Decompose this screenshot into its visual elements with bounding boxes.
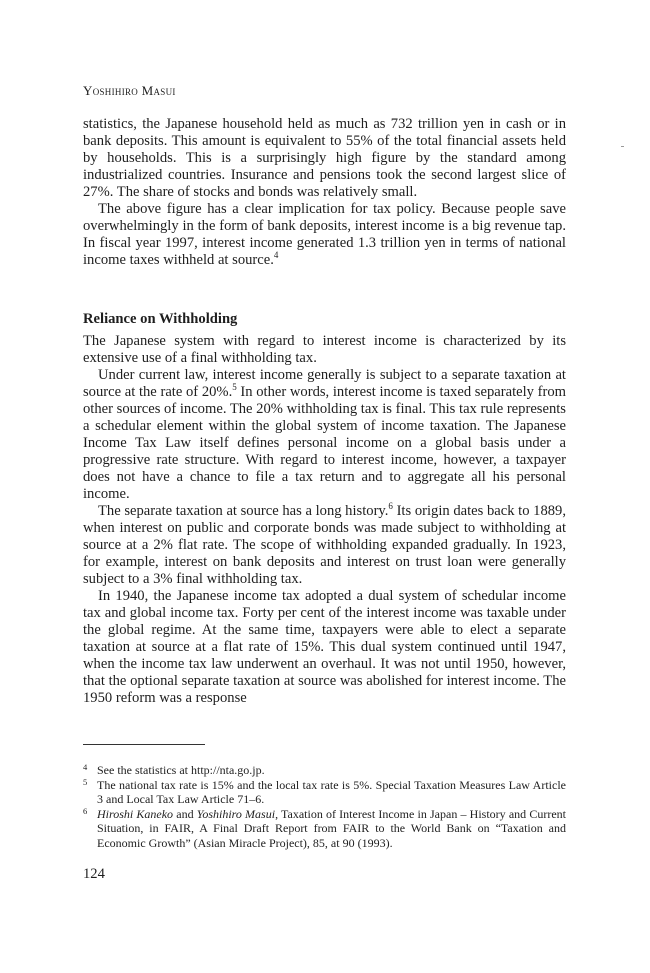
footnote-number: 6 bbox=[83, 805, 88, 816]
footnote-number: 4 bbox=[83, 762, 88, 772]
paragraph-text: The above figure has a clear implication for tax policy. Because people save overwhelmingly in the form of bank deposits, interest income is a big revenue tap. In fiscal year 1997, interest income generated 1.3 trillion yen in terms of national income taxes withheld at source. bbox=[83, 201, 566, 268]
paragraph bbox=[83, 367, 566, 503]
footnote-text: The national tax rate is 15% and the local tax rate is 5%. Special Taxation Measures Law Article 3 and Local Tax Law Article 71–6. bbox=[97, 777, 566, 806]
scan-speck bbox=[621, 146, 624, 147]
footnote-divider bbox=[83, 744, 205, 745]
footnote bbox=[83, 778, 566, 807]
paragraph-text: The separate taxation at source has a long history. bbox=[98, 503, 389, 519]
footnote-text: and bbox=[173, 806, 197, 821]
footnote-ref[interactable]: 6 bbox=[388, 501, 393, 512]
running-head-author: Yoshihiro Masui bbox=[83, 83, 176, 98]
footnote bbox=[83, 807, 566, 851]
footnote-author: Hiroshi Kaneko bbox=[97, 806, 174, 821]
paragraph-text: In other words, interest income is taxed separately from other sources of income. The 20% withholding tax is final. This tax rule represents a schedular element within the global system of income taxation. The Japanese Income Tax Law itself defines personal income on a global basis under a progressive rate structure. With regard to interest income, however, a taxpayer does not have a chance to file a tax return and to aggregate all his personal income. bbox=[83, 384, 566, 502]
footnote-number: 5 bbox=[83, 776, 88, 787]
footnote bbox=[83, 763, 566, 778]
paragraph bbox=[83, 201, 566, 269]
footnote-ref[interactable]: 5 bbox=[232, 382, 237, 393]
paragraph-text: Its origin dates back to 1889, when interest on public and corporate bonds was made subject to withholding at source at a 2% flat rate. The scope of withholding expanded gradually. In 1923, for example, interest on bank deposits and interest on trust loan were generally subject to a 3% final withholding tax. bbox=[83, 503, 566, 587]
paragraph: In 1940, the Japanese income tax adopted a dual system of schedular income tax and global income tax. Forty per cent of the interest income was taxable under the global regime. At the same time, taxpayers were able to elect a separate taxation at source at a flat rate of 15%. This dual system continued until 1947, when the income tax law underwent an overhaul. It was not until 1950, however, that the optional separate taxation at source was abolished for interest income. The 1950 reform was a response bbox=[83, 588, 566, 706]
page-number: 124 bbox=[83, 866, 105, 882]
footnote-author: Yoshihiro Masui bbox=[196, 806, 276, 821]
footnotes bbox=[83, 763, 566, 850]
section-heading: Reliance on Withholding bbox=[83, 311, 238, 327]
footnote-text: , Taxation of Interest Income in Japan – History and Current Situation, in FAIR, A Final Draft Report from FAIR to the World Bank on “Taxation and Economic Growth” (Asian Miracle Project), 85, at 90 (1993). bbox=[97, 806, 566, 850]
paragraph-text: Under current law, interest income generally is subject to a separate taxation at source at the rate of 20%. bbox=[83, 367, 566, 400]
paragraph: statistics, the Japanese household held as much as 732 trillion yen in cash or in bank deposits. This amount is equivalent to 55% of the total financial assets held by households. This is a surprisingly high figure by the standard among industrialized countries. Insurance and pensions took the second largest slice of 27%. The share of stocks and bonds was relatively small. bbox=[83, 116, 566, 200]
paragraph bbox=[83, 503, 566, 588]
intro-text-block bbox=[83, 116, 566, 269]
paragraph: The Japanese system with regard to interest income is characterized by its extensive use of a final withholding tax. bbox=[83, 333, 566, 366]
section-text-block bbox=[83, 333, 566, 707]
footnote-ref[interactable]: 4 bbox=[273, 250, 279, 261]
footnote-text: See the statistics at http://nta.go.jp. bbox=[97, 763, 265, 777]
running-head bbox=[83, 83, 176, 99]
